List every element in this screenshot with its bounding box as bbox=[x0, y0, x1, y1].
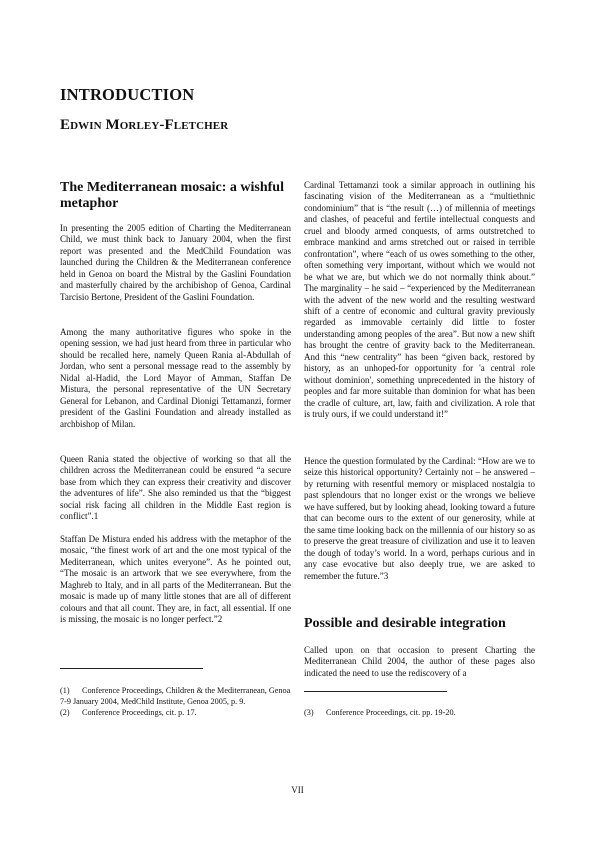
footnote-divider bbox=[304, 691, 447, 692]
section-title-mosaic: The Mediterranean mosaic: a wishful metaphor bbox=[60, 180, 284, 211]
section-title-integration: Possible and desirable integration bbox=[304, 616, 506, 631]
footnote-1: (1) Conference Proceedings, Children & the Mediterranean, Genoa 7-9 January 2004, MedChild Institute, Genoa 2005, p. 9. bbox=[60, 686, 291, 706]
page-title: INTRODUCTION bbox=[60, 85, 195, 104]
footnote-3: (3) Conference Proceedings, cit. pp. 19-20. bbox=[304, 708, 456, 717]
paragraph-queen-rania: Queen Rania stated the objective of working so that all the children across the Mediterranean could be ensured “a secure base from which they can express their creativity and discover the adventures of life”. She also reminded us that the “biggest social risk facing all children in the Middle East region is conflict”.1 bbox=[60, 454, 291, 522]
paragraph-called-upon: Called upon on that occasion to present Charting the Mediterranean Child 2004, the author of these pages also indicated the need to use the rediscovery of a bbox=[304, 645, 535, 678]
paragraph-de-mistura: Staffan De Mistura ended his address with the metaphor of the mosaic, “the finest work of art and the one most typical of the Mediterranean, which unites everyone”. As he pointed out, “The mosaic is an artwork that we see everywhere, from the Maghreb to Italy, and in all parts of the Mediterranean. But the mosaic is made up of many little stones that are all of different colours and that all count. They are, in fact, all essential. If one is missing, the mosaic is no longer perfect.”2 bbox=[60, 534, 291, 625]
paragraph-authoritative-figures: Among the many authoritative figures who spoke in the opening session, we had just heard from three in particular who should be recalled here, namely Queen Rania al-Abdullah of Jordan, who sent a personal message read to the assembly by Nidal al-Hadid, the Lord Mayor of Amman, Staffan De Mistura, the personal representative of the UN Secretary General for Lebanon, and Cardinal Dionigi Tettamanzi, former president of the Gaslini Foundation and already installed as archbishop of Milan. bbox=[60, 327, 291, 429]
author-name: Edwin Morley-Fletcher bbox=[60, 117, 229, 133]
paragraph-presenting: In presenting the 2005 edition of Charting the Mediterranean Child, we must think back to January 2004, when the first report was presented and the MedChild Foundation was launched during the Children & the Mediterranean conference held in Genoa on board the Mistral by the Gaslini Foundation and masterfully chaired by the archibishop of Genoa, Cardinal Tarcisio Bertone, President of the Gaslini Foundation. bbox=[60, 223, 291, 302]
paragraph-tettamanzi: Cardinal Tettamanzi took a similar approach in outlining his fascinating vision of the Mediterranean as a “multiethnic condominium” that is “the result (…) of millennia of meetings and clashes, of peaceful and fertile intellectual conquests and cruel and bloody armed conquests, of arms outstretched to embrace mankind and arms stretched out or raised in terrible confrontation”, where “each of us owes something to the other, often something very important, without which we would not be what we are, but which we do not normally think about.” The marginality – he said – “experienced by the Mediterranean with the advent of the new world and the resulting westward shift of a centre of economic and cultural gravity previously regarded as immovable certainly did little to foster understanding among peoples of the area”. But now a new shift has brought the centre of gravity back to the Mediterranean. And this “new centrality” has been “given back, restored by history, as an unhoped-for opportunity for 'a central role without dominion', something unprecedented in the history of peoples and far more suitable than dominion for what has been the cradle of culture, art, law, faith and civilization. A role that is truly ours, if we could understand it!” bbox=[304, 180, 535, 420]
paragraph-cardinal-question: Hence the question formulated by the Cardinal: “How are we to seize this historical opportunity? Certainly not – he answered – by returning with resentful memory or misplaced nostalgia to past splendours that no longer exist or the wrongs we believe we have suffered, but by looking ahead, looking toward a future that can become ours to the extent of our generosity, while at the same time looking back on the millennia of our history so as to preserve the great treasure of civilization and use it to leaven the dough of today’s world. In a word, perhaps curious and in any case evocative but also deeply true, we are asked to remember the future.”3 bbox=[304, 456, 535, 581]
footnote-2: (2) Conference Proceedings, cit. p. 17. bbox=[60, 708, 197, 717]
footnote-divider bbox=[60, 668, 203, 669]
page-number: VII bbox=[291, 785, 304, 795]
